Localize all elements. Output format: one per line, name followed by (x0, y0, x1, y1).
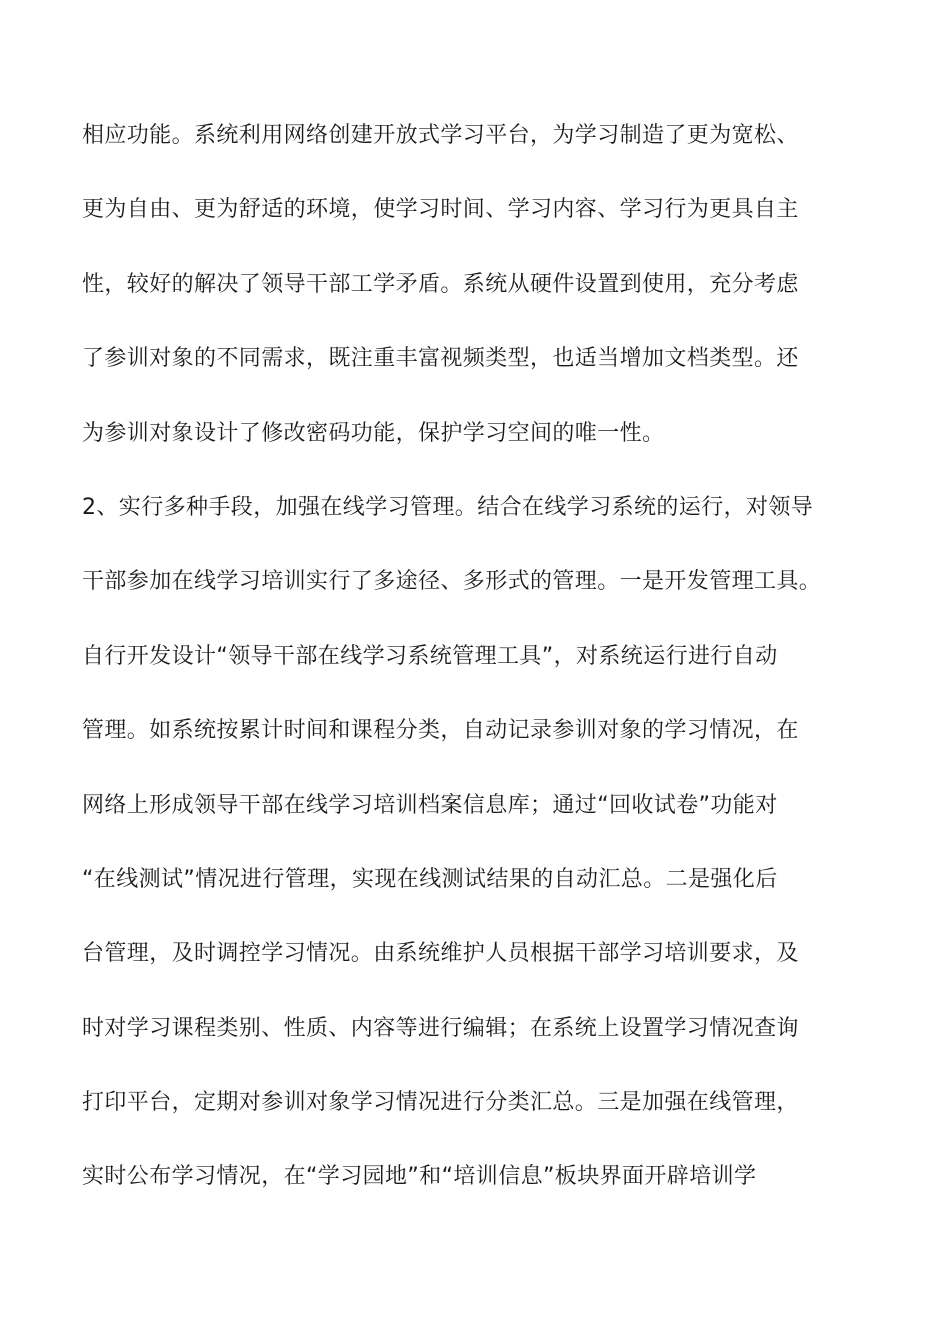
text-line: 时对学习课程类别、性质、内容等进行编辑；在系统上设置学习情况查询 (82, 1015, 799, 1041)
text-line: 更为自由、更为舒适的环境，使学习时间、学习内容、学习行为更具自主 (82, 197, 799, 223)
text-line: 性，较好的解决了领导干部工学矛盾。系统从硬件设置到使用，充分考虑 (82, 271, 799, 297)
text-line: 为参训对象设计了修改密码功能，保护学习空间的唯一性。 (82, 420, 665, 446)
text-line: 台管理，及时调控学习情况。由系统维护人员根据干部学习培训要求，及 (82, 941, 799, 967)
text-line: 干部参加在线学习培训实行了多途径、多形式的管理。一是开发管理工具。 (82, 569, 822, 595)
text-line: 打印平台，定期对参训对象学习情况进行分类汇总。三是加强在线管理， (82, 1090, 799, 1116)
document-body (82, 114, 882, 1230)
text-line: 相应功能。系统利用网络创建开放式学习平台，为学习制造了更为宽松、 (82, 123, 799, 148)
text-line: 实时公布学习情况，在“学习园地”和“培训信息”板块界面开辟培训学 (82, 1164, 757, 1190)
text-line: 自行开发设计“领导干部在线学习系统管理工具”，对系统运行进行自动 (82, 643, 778, 669)
text-line: 网络上形成领导干部在线学习培训档案信息库；通过“回收试卷”功能对 (82, 792, 778, 818)
text-line: “在线测试”情况进行管理，实现在线测试结果的自动汇总。二是强化后 (82, 866, 778, 892)
text-line: 2、实行多种手段，加强在线学习管理。结合在线学习系统的运行，对领导 (82, 494, 814, 520)
text-line: 了参训对象的不同需求，既注重丰富视频类型，也适当增加文档类型。还 (82, 346, 799, 372)
text-line: 管理。如系统按累计时间和课程分类，自动记录参训对象的学习情况，在 (82, 718, 799, 744)
